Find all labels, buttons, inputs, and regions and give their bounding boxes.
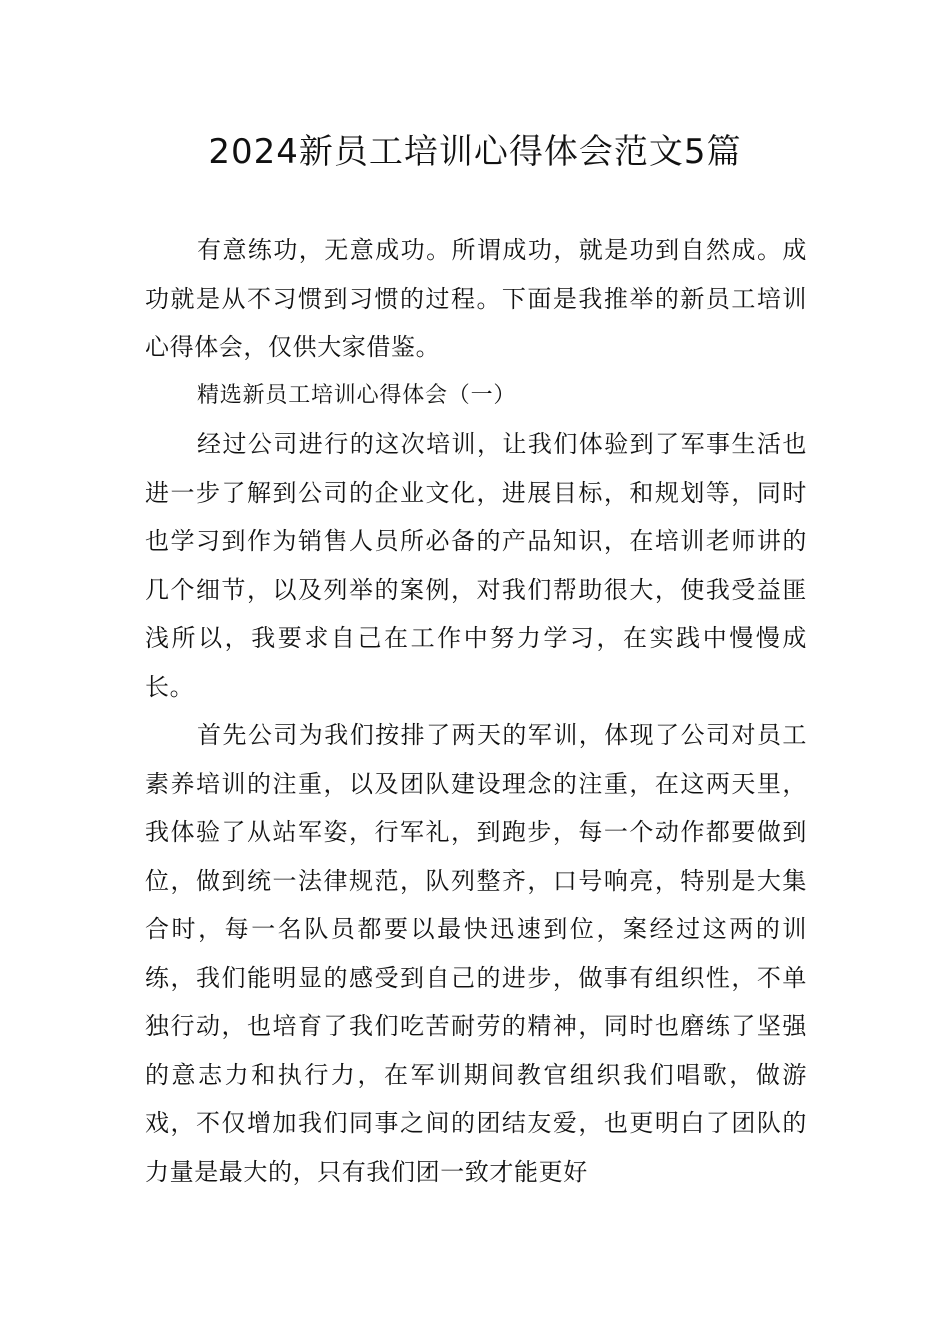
body-paragraph-2: 首先公司为我们按排了两天的军训，体现了公司对员工素养培训的注重，以及团队建设理念的注重，在这两天里，我体验了从站军姿，行军礼，到跑步，每一个动作都要做到位，做到统一法律规范，队列整齐，口号响亮，特别是大集合时，每一名队员都要以最快迅速到位，案经过这两的训练，我们能明显的感受到自己的进步，做事有组织性，不单独行动，也培育了我们吃苦耐劳的精神，同时也磨练了坚强的意志力和执行力，在军训期间教官组织我们唱歌，做游戏，不仅增加我们同事之间的团结友爱，也更明白了团队的力量是最大的，只有我们团一致才能更好: [145, 721, 807, 1186]
document-body: [145, 226, 807, 1196]
section-heading: 精选新员工培训心得体会（一）: [197, 382, 517, 408]
body-paragraph-1: 经过公司进行的这次培训，让我们体验到了军事生活也进一步了解到公司的企业文化，进展目标，和规划等，同时也学习到作为销售人员所必备的产品知识，在培训老师讲的几个细节，以及列举的案例，对我们帮助很大，使我受益匪浅所以，我要求自己在工作中努力学习，在实践中慢慢成长。: [145, 430, 807, 701]
document-title: 2024新员工培训心得体会范文5篇: [208, 132, 742, 172]
intro-paragraph: 有意练功，无意成功。所谓成功，就是功到自然成。成功就是从不习惯到习惯的过程。下面是我推举的新员工培训心得体会，仅供大家借鉴。: [145, 236, 807, 361]
